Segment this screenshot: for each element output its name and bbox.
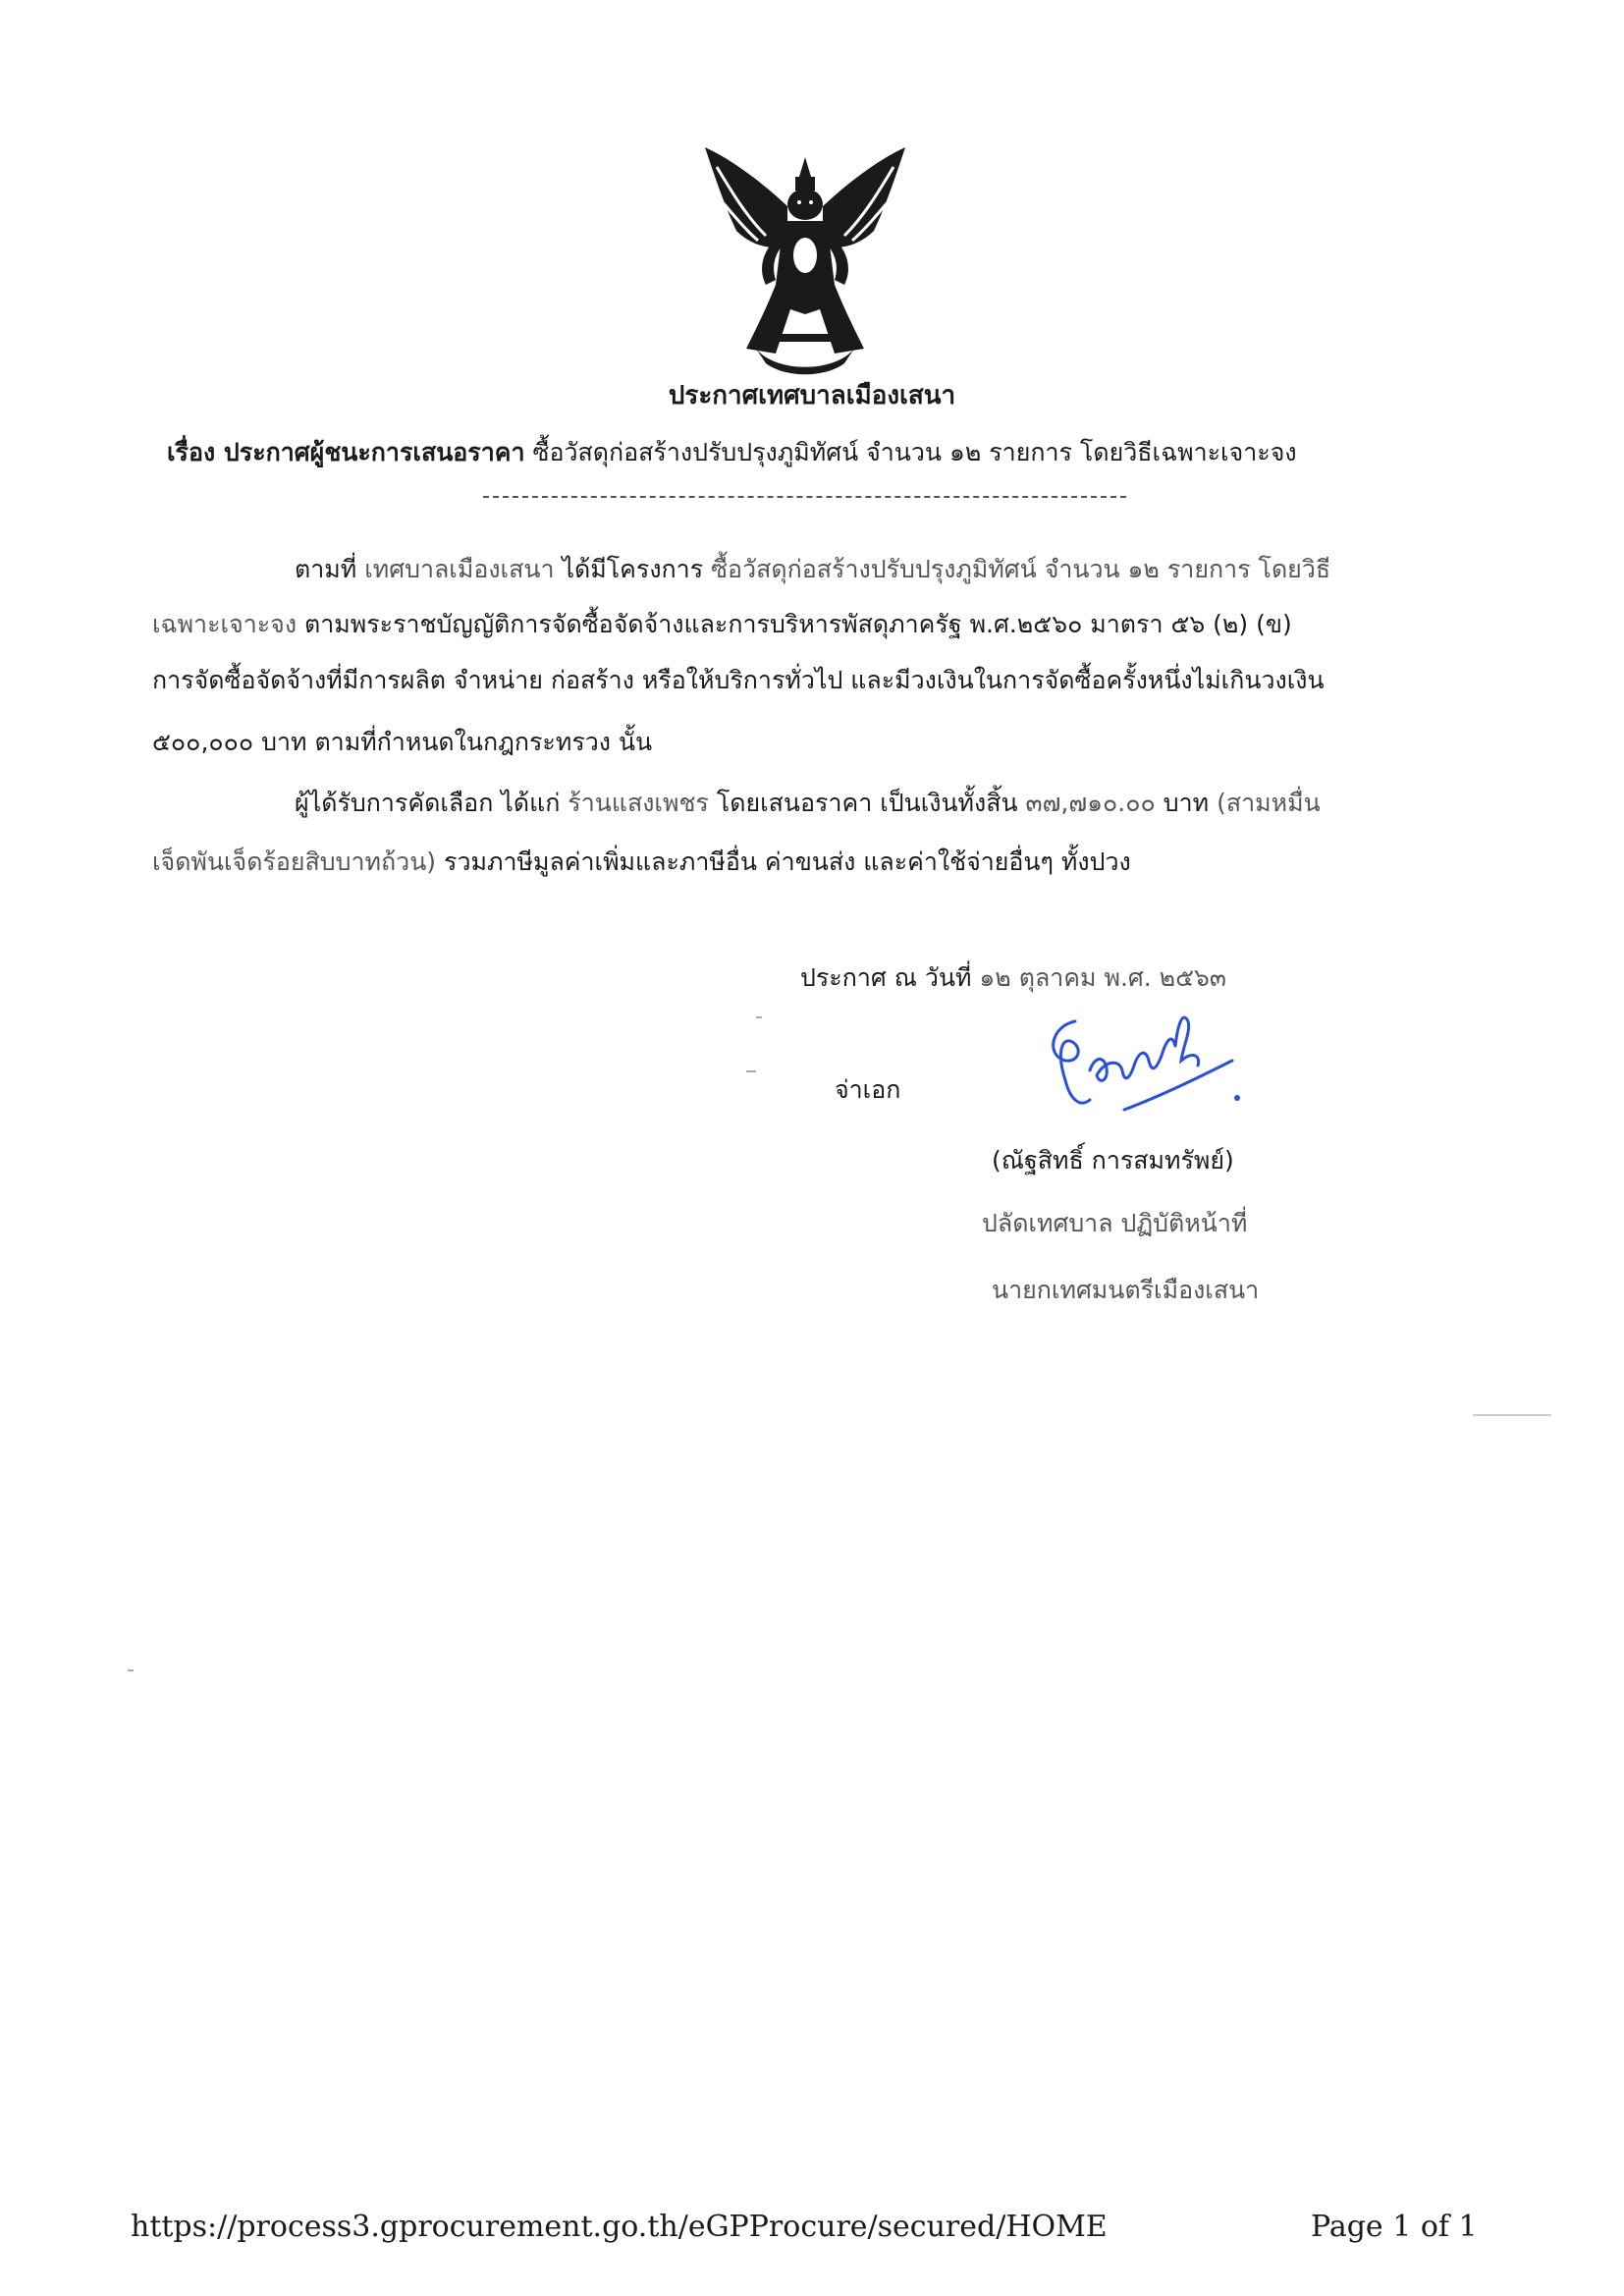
- page-number: Page 1 of 1: [1311, 2210, 1478, 2244]
- signer-name: (ณัฐสิทธิ์ การสมทรัพย์): [992, 1146, 1234, 1175]
- p2-mid: โดยเสนอราคา เป็นเงินทั้งสิ้น: [716, 789, 1018, 817]
- paragraph-2-line-2: [152, 845, 1131, 880]
- scan-speck: [1473, 1414, 1551, 1416]
- paragraph-1-line-1: [295, 552, 1330, 587]
- header-divider: [483, 496, 1126, 498]
- p1-lead: ตามที่: [295, 555, 357, 583]
- p1-org: เทศบาลเมืองเสนา: [364, 555, 555, 583]
- scan-speck: [128, 1669, 134, 1671]
- signer-rank: จ่าเอก: [835, 1075, 901, 1104]
- winning-vendor: ร้านแสงเพชร: [568, 789, 709, 817]
- p1-method: เฉพาะเจาะจง: [152, 610, 298, 638]
- paragraph-1-line-4: ๕๐๐,๐๐๐ บาท ตามที่กำหนดในกฎกระทรวง นั้น: [152, 728, 653, 756]
- paragraph-2-line-1: [295, 786, 1321, 821]
- scan-speck: [756, 1016, 762, 1018]
- winning-amount: ๓๗,๗๑๐.๐๐: [1025, 789, 1156, 817]
- subject-label: เรื่อง ประกาศผู้ชนะการเสนอราคา: [167, 438, 525, 466]
- p2-lead: ผู้ได้รับการคัดเลือก ได้แก่: [295, 789, 561, 817]
- subject-text: ซื้อวัสดุก่อสร้างปรับปรุงภูมิทัศน์ จำนวน ๑๒ รายการ โดยวิธีเฉพาะเจาะจง: [532, 438, 1297, 466]
- signer-position-line-1: ปลัดเทศบาล ปฏิบัติหน้าที่: [982, 1209, 1248, 1237]
- p1-mid: ได้มีโครงการ: [562, 555, 704, 583]
- signer-position-line-2: นายกเทศมนตรีเมืองเสนา: [992, 1276, 1260, 1304]
- paragraph-1-line-2: [152, 607, 1292, 642]
- garuda-emblem-icon: [697, 137, 913, 383]
- document-title: ประกาศเทศบาลเมืองเสนา: [668, 381, 956, 410]
- document-subject: [167, 435, 1297, 470]
- p2-rest: รวมภาษีมูลค่าเพิ่มและภาษีอื่น ค่าขนส่ง และค่าใช้จ่ายอื่นๆ ทั้งปวง: [444, 847, 1131, 876]
- scan-speck: [746, 1070, 756, 1072]
- amount-words-end: เจ็ดพันเจ็ดร้อยสิบบาทถ้วน): [152, 847, 437, 876]
- p2-baht: บาท: [1163, 789, 1210, 817]
- date-value: ๑๒ ตุลาคม พ.ศ. ๒๕๖๓: [979, 963, 1227, 992]
- announcement-date: [800, 960, 1226, 996]
- p1-legal-basis: ตามพระราชบัญญัติการจัดซื้อจัดจ้างและการบริหารพัสดุภาครัฐ พ.ศ.๒๕๖๐ มาตรา ๕๖ (๒) (ข): [304, 610, 1292, 638]
- amount-words-start: (สามหมื่น: [1217, 789, 1321, 817]
- footer-url: https://process3.gprocurement.go.th/eGPProcure/secured/HOME: [131, 2210, 1108, 2244]
- paragraph-1-line-3: การจัดซื้อจัดจ้างที่มีการผลิต จำหน่าย ก่อสร้าง หรือให้บริการทั่วไป และมีวงเงินในการจัดซื้อครั้งหนึ่งไม่เกินวงเงิน: [152, 666, 1325, 694]
- p1-project: ซื้อวัสดุก่อสร้างปรับปรุงภูมิทัศน์ จำนวน ๑๒ รายการ โดยวิธี: [711, 555, 1331, 583]
- date-label: ประกาศ ณ วันที่: [800, 963, 972, 992]
- handwritten-signature-icon: [1036, 1002, 1252, 1120]
